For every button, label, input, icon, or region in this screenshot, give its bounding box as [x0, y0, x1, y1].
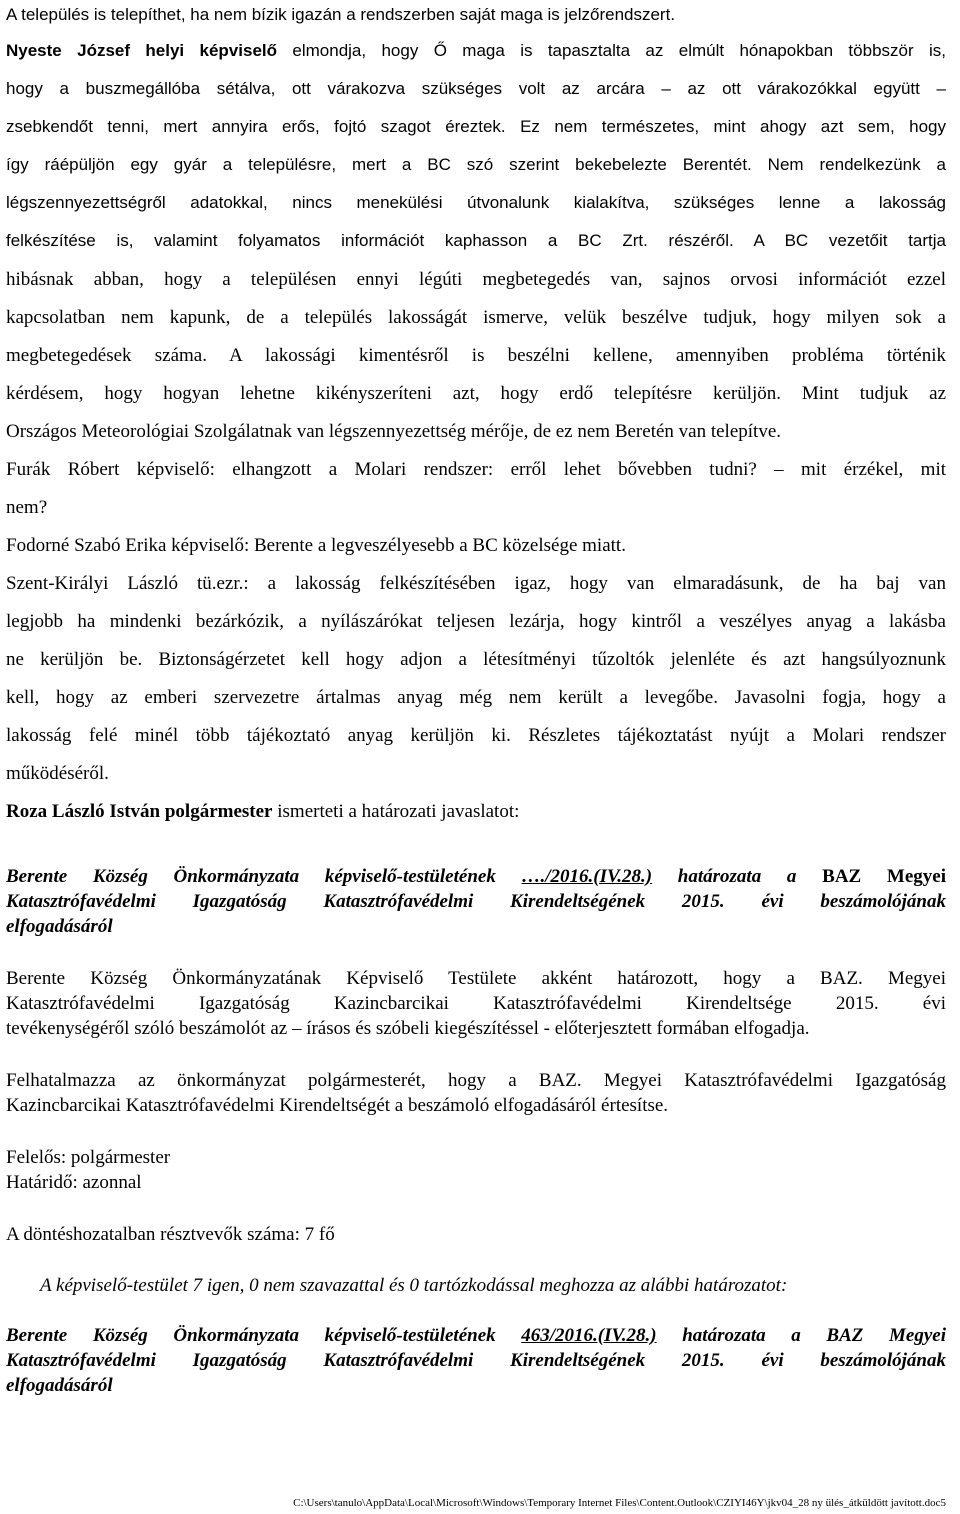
draft-heading-line-3: elfogadásáról [6, 916, 113, 937]
roza-line: Roza László István polgármester ismerteti a határozati javaslatot: [6, 801, 520, 822]
szentkiralyi-line-2: legjobb ha mindenki bezárkózik, a nyílászárókat teljesen lezárja, hogy kintről a veszélyes anyag a lakásba [6, 611, 946, 632]
final-heading-line-3: elfogadásáról [6, 1375, 113, 1396]
deadline-line: Határidő: azonnal [6, 1172, 142, 1193]
final-heading-line-1: Berente Község Önkormányzata képviselő-testületének 463/2016.(IV.28.) határozata a BAZ Megyei [6, 1325, 946, 1346]
nyeste-line-3: zsebkendőt tenni, mert annyira erős, fojtó szagot éreztek. Ez nem természetes, mint ahogy azt sem, hogy [6, 117, 946, 136]
final-heading-line-2: Katasztrófavédelmi Igazgatóság Katasztrófavédelmi Kirendeltségének 2015. évi beszámolójának [6, 1350, 946, 1371]
szentkiralyi-line-6: működéséről. [6, 763, 109, 784]
nyeste-line-1: Nyeste József helyi képviselő elmondja, hogy Ő maga is tapasztalta az elmúlt hónapokban többször is, [6, 41, 946, 60]
furak-line-1: Furák Róbert képviselő: elhangzott a Molari rendszer: erről lehet bővebben tudni? – mit érzékel, mit [6, 459, 946, 480]
fodorne-line: Fodorné Szabó Erika képviselő: Berente a legveszélyesebb a BC közelsége miatt. [6, 535, 626, 556]
nyeste-line-9: megbetegedések száma. A lakossági kimentésről is beszélni kellene, amennyiben probléma történik [6, 345, 946, 366]
resolution-line-1: Berente Község Önkormányzatának Képviselő Testülete akként határozott, hogy a BAZ. Megyei [6, 968, 946, 989]
resolution-line-2: Katasztrófavédelmi Igazgatóság Kazincbarcikai Katasztrófavédelmi Kirendeltsége 2015. évi [6, 993, 946, 1014]
resolution-line-4: Felhatalmazza az önkormányzat polgármesterét, hogy a BAZ. Megyei Katasztrófavédelmi Igazgatóság [6, 1070, 946, 1091]
footer-file-path: C:\Users\tanulo\AppData\Local\Microsoft\Windows\Temporary Internet Files\Content.Outlook\CZIYI46Y\jkv04_28 ny ülés_átküldött javított.doc5 [293, 1497, 946, 1509]
draft-heading-line-2: Katasztrófavédelmi Igazgatóság Katasztrófavédelmi Kirendeltségének 2015. évi beszámolójának [6, 891, 946, 912]
draft-resolution-number: …./2016.(IV.28.) [521, 866, 653, 887]
intro-line: A település is telepíthet, ha nem bízik igazán a rendszerben saját maga is jelzőrendszert. [6, 5, 676, 24]
resolution-line-5: Kazincbarcikai Katasztrófavédelmi Kirendeltségét a beszámoló elfogadásáról értesítse. [6, 1095, 669, 1116]
participants-line: A döntéshozatalban résztvevők száma: 7 fő [6, 1224, 335, 1245]
furak-line-2: nem? [6, 497, 48, 518]
szentkiralyi-line-3: ne kerüljön be. Biztonságérzetet kell hogy adjon a létesítményi tűzoltók jelenléte és azt hangsúlyoznunk [6, 649, 946, 670]
vote-line: A képviselő-testület 7 igen, 0 nem szavazattal és 0 tartózkodással meghozza az alábbi határozatot: [40, 1275, 788, 1296]
responsible-line: Felelős: polgármester [6, 1147, 171, 1168]
szentkiralyi-line-4: kell, hogy az emberi szervezetre ártalmas anyag még nem került a levegőbe. Javasolni fogja, hogy a [6, 687, 946, 708]
resolution-line-3: tevékenységéről szóló beszámolót az – írásos és szóbeli kiegészítéssel - előterjesztett formában elfogadja. [6, 1018, 810, 1039]
szentkiralyi-line-5: lakosság felé minél több tájékoztató anyag kerüljön ki. Részletes tájékoztatást nyújt a Molari rendszer [6, 725, 946, 746]
nyeste-line-5: légszennyezettségről adatokkal, nincs menekülési útvonalunk kialakítva, szükséges lenne a lakosság [6, 193, 946, 212]
final-resolution-number: 463/2016.(IV.28.) [521, 1325, 657, 1346]
nyeste-line-11: Országos Meteorológiai Szolgálatnak van légszennyezettség mérője, de ez nem Beretén van telepítve. [6, 421, 782, 442]
nyeste-line-10: kérdésem, hogy hogyan lehetne kikényszeríteni azt, hogy erdő telepítésre kerüljön. Mint tudjuk az [6, 383, 946, 404]
nyeste-line-2: hogy a buszmegállóba sétálva, ott várakozva szükséges volt az arcára – az ott várakozókkal együtt – [6, 79, 946, 98]
nyeste-line-6: felkészítése is, valamint folyamatos információt kaphasson a BC Zrt. részéről. A BC vezetőit tartja [6, 231, 946, 250]
draft-heading-line-1: Berente Község Önkormányzata képviselő-testületének …./2016.(IV.28.) határozata a BAZ Megyei [6, 866, 946, 887]
szentkiralyi-line-1: Szent-Királyi László tü.ezr.: a lakosság felkészítésében igaz, hogy van elmaradásunk, de ha baj van [6, 573, 946, 594]
nyeste-line-4: így ráépüljön egy gyár a településre, mert a BC szó szerint bekebelezte Berentét. Nem rendelkezünk a [6, 155, 946, 174]
nyeste-line-8: kapcsolatban nem kapunk, de a település lakosságát ismerve, velük beszélve tudjuk, hogy milyen sok a [6, 307, 946, 328]
speaker-name: Nyeste József helyi képviselő [6, 41, 278, 60]
mayor-name: Roza László István polgármester [6, 801, 273, 822]
nyeste-line-7: hibásnak abban, hogy a településen ennyi légúti megbetegedés van, sajnos orvosi információt ezzel [6, 269, 946, 290]
